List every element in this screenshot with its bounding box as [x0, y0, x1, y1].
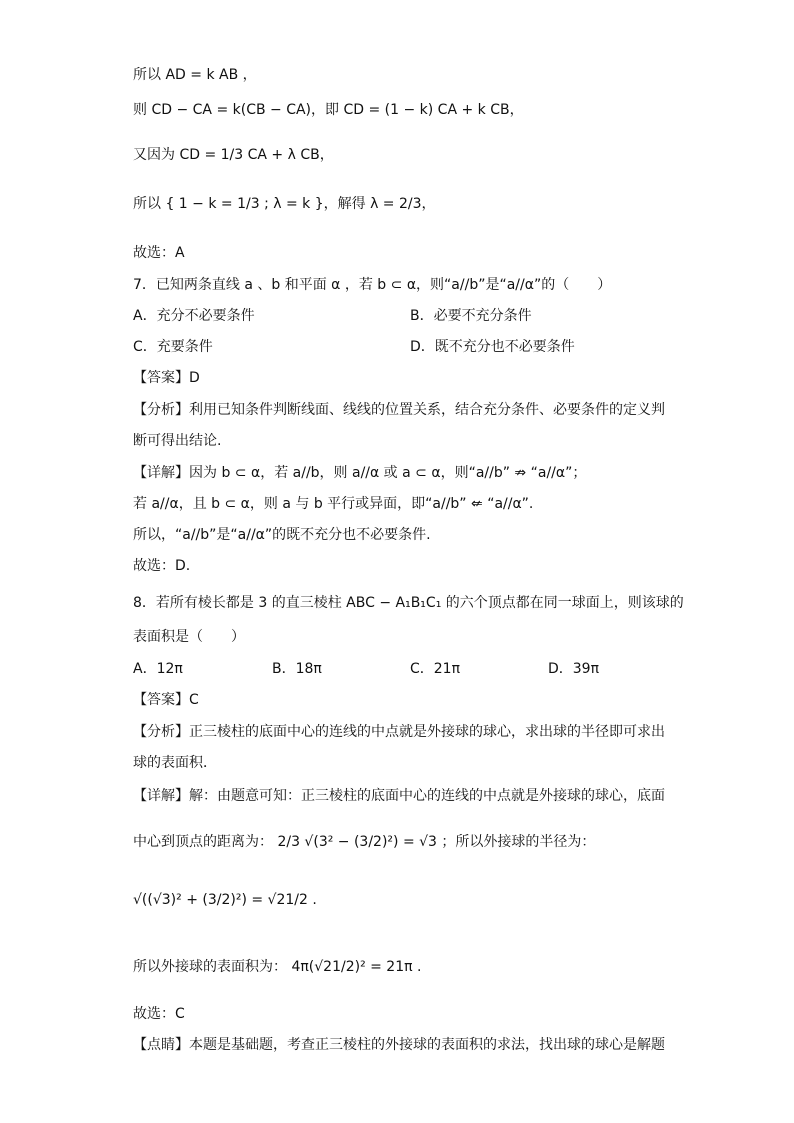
line-4: 所以 { 1 − k = 1/3 ; λ = k }，解得 λ = 2/3，: [133, 196, 436, 212]
line-3: 又因为 CD = 1/3 CA + λ CB，: [133, 147, 334, 163]
option-8c: C．21π: [410, 661, 461, 677]
answer-8: 【答案】C: [133, 692, 199, 708]
option-7a: A．充分不必要条件: [133, 308, 255, 324]
detail-7-line1: 【详解】因为 b ⊂ α，若 a//b，则 a//α 或 a ⊂ α，则“a//b” ⇏ “a//α”；: [133, 465, 587, 481]
option-7b: B．必要不充分条件: [410, 308, 532, 324]
detail-8-line2: 中心到顶点的距离为： 2/3 √(3² − (3/2)²) = √3 ；所以外接球的半径为：: [133, 834, 596, 850]
line-2: 则 CD − CA = k(CB − CA)，即 CD = (1 − k) CA + k CB，: [133, 102, 524, 118]
formula-area: 所以外接球的表面积为： 4π(√21/2)² = 21π .: [133, 959, 422, 975]
analysis-8-line1: 【分析】正三棱柱的底面中心的连线的中点就是外接球的球心，求出球的半径即可求出: [133, 724, 665, 740]
line-1: 所以 AD = k AB ，: [133, 67, 257, 83]
comment-8: 【点睛】本题是基础题，考查正三棱柱的外接球的表面积的求法，找出球的球心是解题: [133, 1037, 665, 1053]
detail-8-line1: 【详解】解：由题意可知：正三棱柱的底面中心的连线的中点就是外接球的球心，底面: [133, 788, 665, 804]
question-8-line2: 表面积是（ ）: [133, 629, 245, 645]
option-8b: B．18π: [272, 661, 322, 677]
analysis-7-line2: 断可得出结论.: [133, 433, 222, 449]
option-7c: C．充要条件: [133, 339, 213, 355]
question-8-line1: 8．若所有棱长都是 3 的直三棱柱 ABC − A₁B₁C₁ 的六个顶点都在同一球面上，则该球的: [133, 595, 684, 611]
detail-7-line2: 若 a//α，且 b ⊂ α，则 a 与 b 平行或异面，即“a//b” ⇍ “a//α”.: [133, 496, 534, 512]
answer-7: 【答案】D: [133, 370, 200, 386]
formula-radius: √((√3)² + (3/2)²) = √21/2 .: [133, 892, 317, 908]
detail-7-line3: 所以，“a//b”是“a//α”的既不充分也不必要条件.: [133, 527, 431, 543]
analysis-8-line2: 球的表面积．: [133, 755, 217, 771]
question-7: 7．已知两条直线 a 、b 和平面 α ，若 b ⊂ α，则“a//b”是“a//α”的（ ）: [133, 277, 612, 293]
option-8d: D．39π: [548, 661, 600, 677]
choice-8: 故选：C: [133, 1006, 185, 1022]
option-8a: A．12π: [133, 661, 183, 677]
choice-7: 故选：D.: [133, 558, 191, 574]
analysis-7-line1: 【分析】利用已知条件判断线面、线线的位置关系，结合充分条件、必要条件的定义判: [133, 402, 665, 418]
option-7d: D．既不充分也不必要条件: [410, 339, 575, 355]
answer-choice-line: 故选：A: [133, 245, 185, 261]
